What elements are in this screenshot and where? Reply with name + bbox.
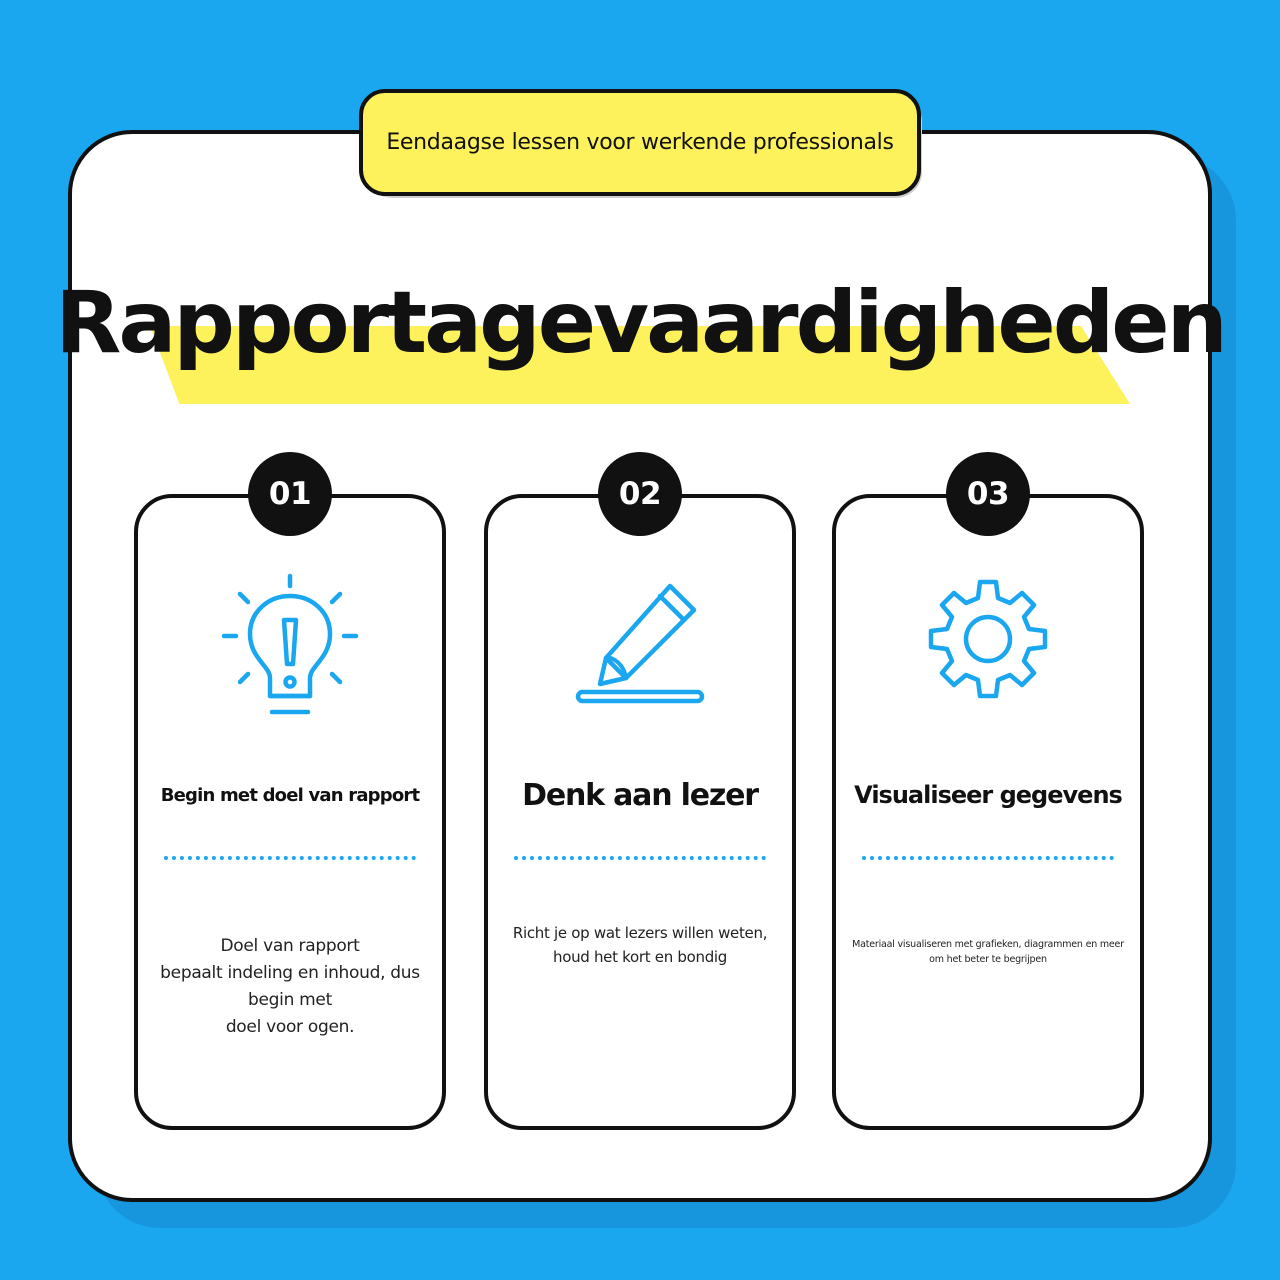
page-title: Rapportagevaardigheden [55, 273, 1225, 373]
step-number-1: 01 [248, 452, 332, 536]
step-divider-3 [862, 856, 1114, 860]
step-heading-2: Denk aan lezer [522, 777, 758, 813]
step-description-2 [500, 921, 780, 969]
top-tag [359, 89, 921, 196]
step-description-line: Materiaal visualiseren met grafieken, diagrammen en meer [852, 939, 1124, 950]
pencil-icon [570, 570, 710, 720]
step-description-1 [150, 933, 430, 1041]
step-divider-1 [164, 856, 416, 860]
step-description-3 [848, 937, 1128, 967]
step-description-line: Doel van rapport [220, 936, 360, 956]
top-tag-label: Eendaagse lessen voor werkende professionals [386, 130, 894, 155]
step-number-3: 03 [946, 452, 1030, 536]
step-heading-3: Visualiseer gegevens [854, 781, 1122, 809]
step-description-line: begin met [248, 990, 332, 1010]
lightbulb-icon [220, 566, 360, 716]
gear-icon [918, 570, 1058, 720]
step-heading-1: Begin met doel van rapport [160, 784, 420, 806]
step-number-2: 02 [598, 452, 682, 536]
step-divider-2 [514, 856, 766, 860]
step-description-line: doel voor ogen. [225, 1017, 355, 1037]
step-description-line: om het beter te begrijpen [929, 954, 1047, 965]
step-description-line: Richt je op wat lezers willen weten, [512, 924, 768, 942]
step-description-line: houd het kort en bondig [552, 948, 728, 966]
step-description-line: bepaalt indeling en inhoud, dus [160, 963, 420, 983]
